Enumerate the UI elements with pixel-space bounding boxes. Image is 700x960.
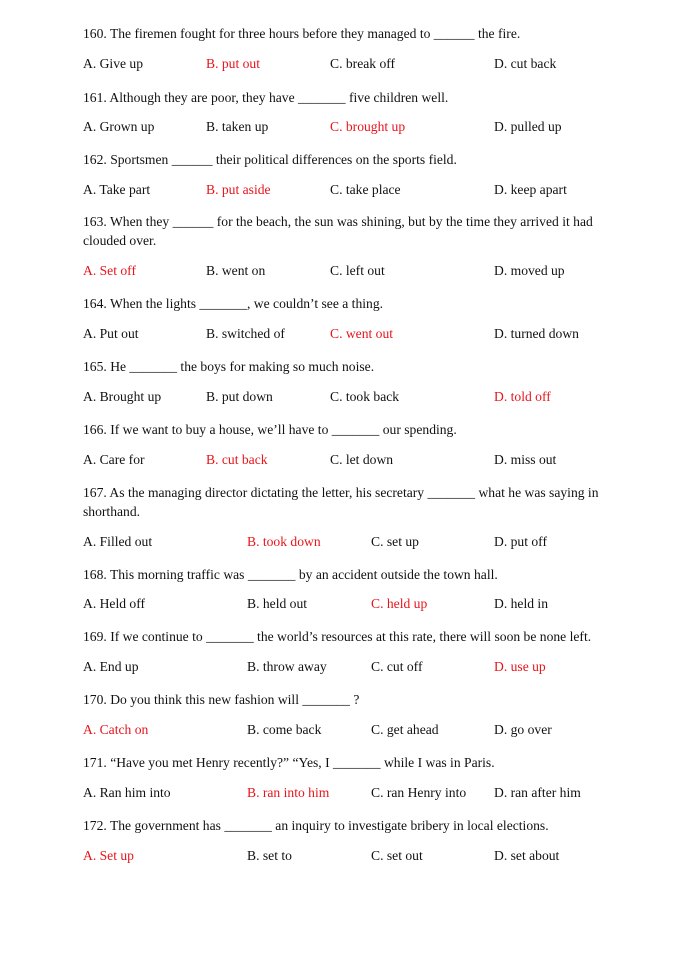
question-text: 168. This morning traffic was _______ by an accident outside the town hall. (83, 567, 498, 582)
question-text: 171. “Have you met Henry recently?” “Yes, I _______ while I was in Paris. (83, 755, 495, 770)
option: C. left out (330, 263, 385, 278)
option: D. go over (494, 722, 552, 737)
option: A. End up (83, 659, 139, 674)
options-row (83, 659, 618, 679)
options-row (83, 119, 618, 139)
option: A. Ran him into (83, 785, 171, 800)
answer-option: C. held up (371, 596, 428, 611)
question-text: 165. He _______ the boys for making so much noise. (83, 359, 375, 374)
option: A. Brought up (83, 389, 162, 404)
question-text: 170. Do you think this new fashion will _______ ? (83, 692, 360, 707)
question-text: 163. When they ______ for the beach, the sun was shining, but by the time they arrived it had clouded over. (83, 214, 593, 248)
options-row (83, 452, 618, 472)
option: C. cut off (371, 659, 423, 674)
option: B. throw away (247, 659, 327, 674)
answer-option: B. ran into him (247, 785, 330, 800)
option: C. break off (330, 56, 396, 71)
options-row (83, 182, 618, 202)
option: C. get ahead (371, 722, 439, 737)
option: D. moved up (494, 263, 565, 278)
option: B. come back (247, 722, 322, 737)
option: D. ran after him (494, 785, 581, 800)
option: D. keep apart (494, 182, 567, 197)
question-text: 166. If we want to buy a house, we’ll have to _______ our spending. (83, 422, 457, 437)
question-text: 167. As the managing director dictating the letter, his secretary _______ what he was saying in shorthand. (83, 485, 599, 519)
option: C. take place (330, 182, 401, 197)
option: B. set to (247, 848, 292, 863)
answer-option: B. put aside (206, 182, 271, 197)
option: A. Care for (83, 452, 145, 467)
option: C. let down (330, 452, 394, 467)
question-text: 164. When the lights _______, we couldn’t see a thing. (83, 296, 384, 311)
question-text: 161. Although they are poor, they have _______ five children well. (83, 90, 449, 105)
option: B. switched of (206, 326, 285, 341)
question-text: 172. The government has _______ an inquiry to investigate bribery in local elections. (83, 818, 549, 833)
answer-option: C. brought up (330, 119, 406, 134)
option: C. took back (330, 389, 400, 404)
options-row (83, 326, 618, 346)
options-row (83, 596, 618, 616)
option: A. Grown up (83, 119, 155, 134)
answer-option: B. cut back (206, 452, 268, 467)
option: D. pulled up (494, 119, 562, 134)
question-text: 160. The firemen fought for three hours before they managed to ______ the fire. (83, 26, 521, 41)
option: D. miss out (494, 452, 557, 467)
question-text: 169. If we continue to _______ the world’s resources at this rate, there will soon be none left. (83, 629, 592, 644)
options-row (83, 785, 618, 805)
option: A. Put out (83, 326, 139, 341)
answer-option: B. put out (206, 56, 261, 71)
options-row (83, 389, 618, 409)
answer-option: A. Set off (83, 263, 136, 278)
option: A. Give up (83, 56, 144, 71)
answer-option: A. Catch on (83, 722, 149, 737)
answer-option: D. use up (494, 659, 546, 674)
answer-option: C. went out (330, 326, 394, 341)
option: A. Filled out (83, 534, 153, 549)
option: D. cut back (494, 56, 557, 71)
option: B. went on (206, 263, 266, 278)
options-row (83, 56, 618, 76)
option: B. taken up (206, 119, 269, 134)
option: D. set about (494, 848, 560, 863)
option: C. ran Henry into (371, 785, 467, 800)
option: D. turned down (494, 326, 579, 341)
option: A. Take part (83, 182, 151, 197)
options-row (83, 722, 618, 742)
options-row (83, 534, 618, 554)
answer-option: A. Set up (83, 848, 134, 863)
answer-option: D. told off (494, 389, 551, 404)
option: C. set up (371, 534, 419, 549)
option: B. put down (206, 389, 273, 404)
option: D. put off (494, 534, 547, 549)
options-row (83, 848, 618, 868)
options-row (83, 263, 618, 283)
option: D. held in (494, 596, 548, 611)
answer-option: B. took down (247, 534, 321, 549)
question-text: 162. Sportsmen ______ their political differences on the sports field. (83, 152, 457, 167)
option: A. Held off (83, 596, 146, 611)
option: C. set out (371, 848, 423, 863)
option: B. held out (247, 596, 308, 611)
